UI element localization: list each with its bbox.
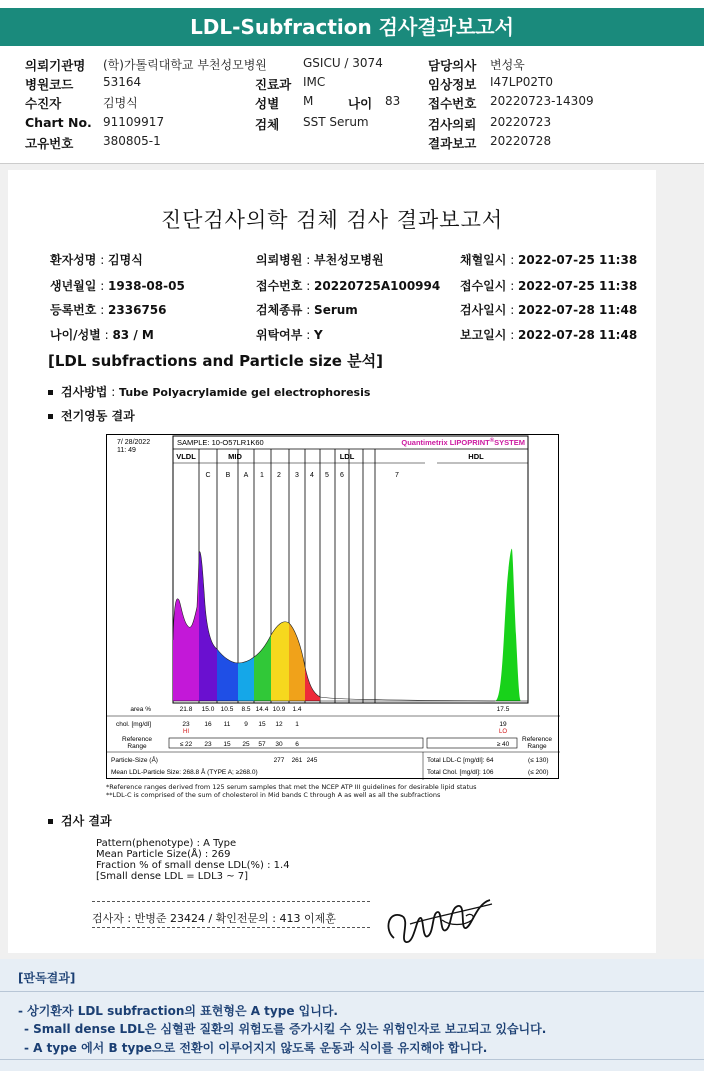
region-ldl: LDL xyxy=(339,452,355,461)
band-label: 6 xyxy=(340,472,344,479)
ref-value: ≤ 22 xyxy=(179,741,193,748)
band-area-b xyxy=(217,649,238,701)
lipoprint-chart xyxy=(106,434,559,779)
ref-value: 6 xyxy=(295,741,299,748)
region-vldl: VLDL xyxy=(176,452,196,461)
patient-field: 의뢰병원 : 부천성모병원 xyxy=(256,253,384,267)
band-label: 5 xyxy=(325,472,329,479)
patient-field: 보고일시 : 2022-07-28 11:48 xyxy=(460,328,638,342)
field-value: 20220728 xyxy=(490,134,552,148)
band-label: 1 xyxy=(260,472,264,479)
band-label: C xyxy=(205,472,211,479)
ref-value: 15 xyxy=(223,741,231,748)
patient-field: 생년월일 : 1938-08-05 xyxy=(50,279,185,293)
chol-row-label: chol. [mg/dl] xyxy=(115,721,151,728)
ref-label-left-1: Reference xyxy=(122,736,152,743)
chart-footnote xyxy=(106,783,477,799)
chart-date: 7/ 28/2022 xyxy=(117,439,151,446)
ref-value: 25 xyxy=(242,741,250,748)
report-heading: 진단검사의학 검체 검사 결과보고서 xyxy=(160,208,504,232)
header-row-2 xyxy=(0,75,704,94)
band-area-c xyxy=(199,552,217,701)
header-row-3 xyxy=(0,94,704,113)
patient-field: 위탁여부 : Y xyxy=(256,328,323,342)
header-info xyxy=(0,48,704,164)
chol-value: 9 xyxy=(244,721,248,728)
band-label: B xyxy=(225,472,231,479)
field-label: 진료과 xyxy=(255,77,292,92)
ref-label-right-2: Range xyxy=(527,743,547,750)
result-sdldl-definition: [Small dense LDL = LDL3 ~ 7] xyxy=(96,871,249,882)
chol-value: 12 xyxy=(275,721,283,728)
field-label: 나이 xyxy=(348,96,373,111)
band-area-a xyxy=(238,657,254,701)
opinion-divider-bottom xyxy=(0,1059,704,1060)
bullet-icon xyxy=(48,819,53,824)
section-title: [LDL subfractions and Particle size 분석] xyxy=(48,352,384,370)
band-label: 7 xyxy=(395,472,399,479)
field-value: (학)가톨릭대학교 부천성모병원 xyxy=(103,58,267,72)
page-title: LDL-Subfraction 검사결과보고서 xyxy=(0,8,704,46)
total-ldl: Total LDL-C [mg/dl]: 64 xyxy=(427,757,494,764)
result-list xyxy=(96,838,290,882)
field-value: I47LP02T0 xyxy=(490,75,553,89)
patient-field: 환자성명 : 김명식 xyxy=(50,253,143,267)
method-line: 검사방법 : Tube Polyacrylamide gel electrophoresis xyxy=(48,383,370,400)
area-value: 14.4 xyxy=(255,706,269,713)
band-label: 2 xyxy=(277,472,281,479)
chol-value: 15 xyxy=(258,721,266,728)
opinion-line-1: - 상기환자 LDL subfraction의 표현형은 A type 입니다. xyxy=(18,1004,338,1018)
particle-size-value: 277 xyxy=(273,757,285,764)
area-value: 15.0 xyxy=(201,706,215,713)
flag-hi: HI xyxy=(183,729,189,735)
band-area-3 xyxy=(289,623,305,701)
field-value: 83 xyxy=(385,94,401,108)
signature-icon xyxy=(380,890,500,950)
patient-field: 검사일시 : 2022-07-28 11:48 xyxy=(460,303,638,317)
ref-label-left-2: Range xyxy=(127,743,147,750)
total-chol: Total Chol. [mg/dl]: 106 xyxy=(427,769,494,776)
ref-label-right-1: Reference xyxy=(522,736,552,743)
ref-value: 57 xyxy=(258,741,266,748)
chart-sample: SAMPLE: 10-O57LR1K60 xyxy=(177,438,264,447)
flag-lo: LO xyxy=(498,729,508,735)
field-label: 수진자 xyxy=(25,96,62,111)
field-value: 20220723-14309 xyxy=(490,94,594,108)
field-label: 성별 xyxy=(255,96,280,111)
band-label: A xyxy=(243,472,249,479)
field-value: M xyxy=(303,94,314,108)
patient-field: 검체종류 : Serum xyxy=(256,303,358,317)
field-label: 검체 xyxy=(255,117,280,132)
result-line: 검사 결과 xyxy=(48,812,112,829)
patient-field: 접수번호 : 20220725A100994 xyxy=(256,279,441,293)
field-label: 병원코드 xyxy=(25,77,74,92)
report-document xyxy=(8,170,656,953)
chart-time: 11: 49 xyxy=(117,447,136,454)
area-value: 17.5 xyxy=(496,706,510,713)
chol-value: 16 xyxy=(204,721,212,728)
opinion-divider xyxy=(0,991,704,992)
band-label: 4 xyxy=(310,472,314,479)
band-area-vldl xyxy=(173,553,199,701)
header-row-1 xyxy=(0,56,704,75)
lipoprint-svg xyxy=(107,435,560,780)
field-value: IMC xyxy=(303,75,326,89)
ref-hdl-value: ≥ 40 xyxy=(496,741,510,748)
field-label: 의뢰기관명 xyxy=(25,58,86,73)
ref-value: 23 xyxy=(204,741,212,748)
result-pattern: Pattern(phenotype) : A Type xyxy=(96,838,237,849)
field-value: 91109917 xyxy=(103,115,165,129)
field-label: 고유번호 xyxy=(25,136,74,151)
ref-value: 30 xyxy=(275,741,283,748)
chol-value: 23 xyxy=(182,721,190,728)
opinion-title: [판독결과] xyxy=(18,971,76,985)
electro-line: 전기영동 결과 xyxy=(48,407,135,424)
signature-rule-bottom xyxy=(92,927,370,928)
chol-value: 19 xyxy=(499,721,507,728)
area-value: 8.5 xyxy=(241,706,251,713)
report-title-bar xyxy=(0,0,704,48)
footnote-2: **LDL-C is comprised of the sum of cholesterol in Mid bands C through A as well as all the subfractions xyxy=(106,791,441,799)
signature-rule-top xyxy=(92,901,370,902)
mean-ldl-size: Mean LDL-Particle Size: 268.8 Å (TYPE A; ≥268.0) xyxy=(111,769,258,776)
bullet-icon xyxy=(48,414,53,419)
band-area-1 xyxy=(254,635,271,701)
area-value: 21.8 xyxy=(179,706,193,713)
field-value: 변성욱 xyxy=(490,58,525,72)
band-area-4 xyxy=(305,667,320,701)
particle-size-value: 245 xyxy=(306,757,318,764)
region-mid: MID xyxy=(228,452,242,461)
particle-size-value: 261 xyxy=(291,757,303,764)
header-row-4 xyxy=(0,115,704,134)
field-label: 담당의사 xyxy=(428,58,477,73)
field-value: SST Serum xyxy=(303,115,369,129)
total-ldl-ref: (≤ 130) xyxy=(528,757,549,764)
field-value: 53164 xyxy=(103,75,142,89)
region-hdl: HDL xyxy=(468,452,484,461)
signer-line: 검사자 : 반병준 23424 / 확인전문의 : 413 이제훈 xyxy=(92,912,336,925)
footnote-1: *Reference ranges derived from 125 serum samples that met the NCEP ATP III guidelines for desirable lipid status xyxy=(106,783,477,791)
bullet-icon xyxy=(48,390,53,395)
total-chol-ref: (≤ 200) xyxy=(528,769,549,776)
area-value: 10.5 xyxy=(220,706,234,713)
field-value: 20220723 xyxy=(490,115,552,129)
chart-brand: Quantimetrix LIPOPRINT®SYSTEM xyxy=(401,438,525,447)
band-area-hdl xyxy=(495,549,521,701)
area-value: 10.9 xyxy=(272,706,286,713)
field-value: 김명식 xyxy=(103,96,138,110)
field-value: 380805-1 xyxy=(103,134,161,148)
area-row-label: area % xyxy=(130,706,151,713)
opinion-line-3: - A type 에서 B type으로 전환이 이루어지지 않도록 운동과 식이를 유지해야 합니다. xyxy=(24,1041,488,1055)
band-area-2 xyxy=(271,622,289,701)
chol-value: 1 xyxy=(295,721,299,728)
opinion-section xyxy=(0,959,704,1071)
opinion-line-2: - Small dense LDL은 심혈관 질환의 위험도를 증가시킬 수 있는 위험인자로 보고되고 있습니다. xyxy=(24,1022,547,1036)
result-sdldl-fraction: Fraction % of small dense LDL(%) : 1.4 xyxy=(96,860,290,871)
patient-field: 나이/성별 : 83 / M xyxy=(50,328,154,342)
result-mean-size: Mean Particle Size(Å) : 269 xyxy=(96,849,231,860)
particle-size-label: Particle-Size (Å) xyxy=(111,757,158,764)
field-label: 검사의뢰 xyxy=(428,117,477,132)
field-label: Chart No. xyxy=(25,115,92,130)
patient-field: 채혈일시 : 2022-07-25 11:38 xyxy=(460,253,638,267)
field-label: 결과보고 xyxy=(428,136,477,151)
area-value: 1.4 xyxy=(292,706,302,713)
field-label: 임상정보 xyxy=(428,77,477,92)
chol-value: 11 xyxy=(223,721,231,728)
field-label: 접수번호 xyxy=(428,96,477,111)
header-row-5 xyxy=(0,134,704,153)
patient-field: 접수일시 : 2022-07-25 11:38 xyxy=(460,279,638,293)
patient-field: 등록번호 : 2336756 xyxy=(50,303,167,317)
field-value: GSICU / 3074 xyxy=(303,56,383,70)
band-label: 3 xyxy=(295,472,299,479)
